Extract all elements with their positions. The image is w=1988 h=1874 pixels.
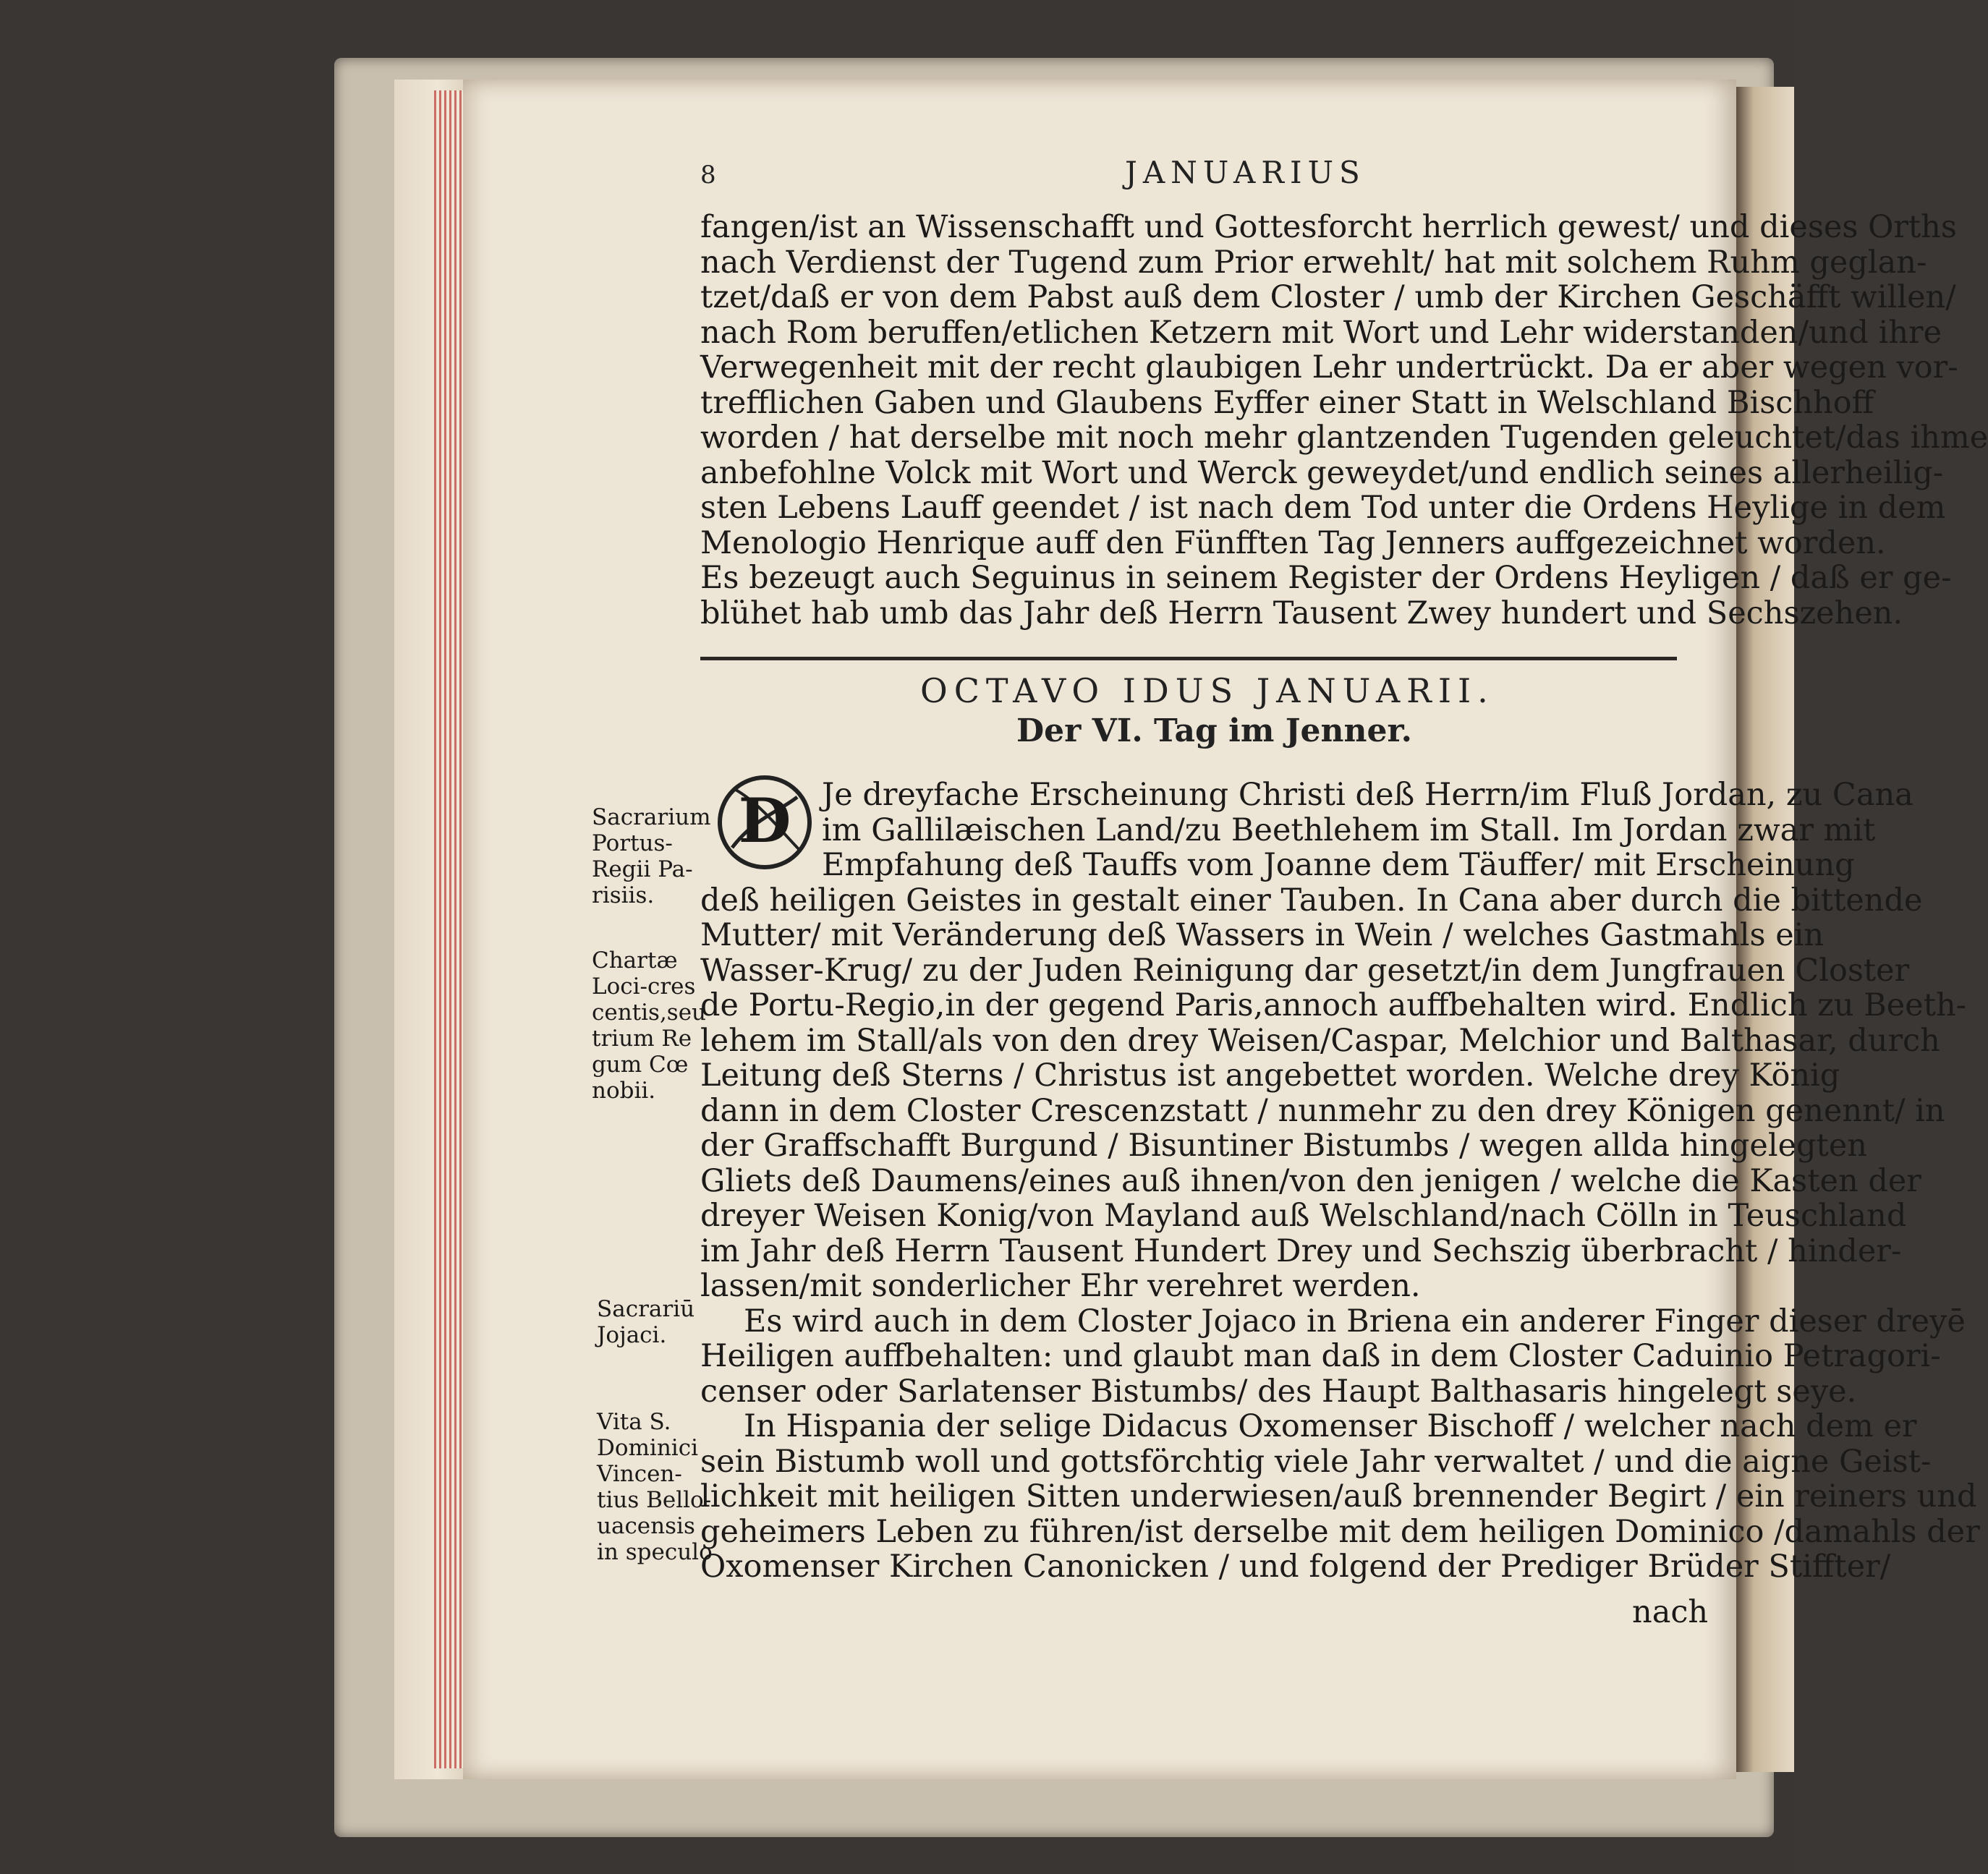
text-line: de Portu-Regio,in der gegend Paris,annoch auffbehalten wird. Endlich zu Beeth-: [700, 987, 1967, 1023]
text-line: nach Rom beruffen/etlichen Ketzern mit Wort und Lehr widerstanden/und ihre: [700, 314, 1942, 351]
section-divider: [700, 657, 1677, 660]
text-line: Oxomenser Kirchen Canonicken / und folgend der Prediger Brüder Stiffter/: [700, 1549, 1891, 1585]
text-line: sein Bistumb woll und gottsförchtig viele Jahr verwaltet / und die aigne Geist-: [700, 1443, 1932, 1480]
text-line: Je dreyfache Erscheinung Christi deß Herrn/im Fluß Jordan, zu Cana: [822, 777, 1913, 813]
margin-note: Sacrariū Jojaci.: [597, 1296, 695, 1348]
margin-note: Chartæ Loci-cres centis,seu trium Re gum Cœ nobii.: [592, 947, 707, 1104]
text-line: dreyer Weisen Konig/von Mayland auß Welschland/nach Cölln in Teuschland: [700, 1198, 1907, 1234]
text-line: dann in dem Closter Crescenzstatt / nunmehr zu den drey Königen genennt/ in: [700, 1092, 1945, 1129]
text-line: im Gallilæischen Land/zu Beethlehem im Stall. Im Jordan zwar mit: [822, 812, 1876, 848]
text-line: censer oder Sarlatenser Bistumbs/ des Haupt Balthasaris hingelegt seye.: [700, 1373, 1857, 1410]
text-line: der Graffschafft Burgund / Bisuntiner Bistumbs / wegen allda hingelegten: [700, 1128, 1867, 1164]
text-line: lassen/mit sonderlicher Ehr verehret werden.: [700, 1268, 1421, 1304]
text-line: Menologio Henrique auff den Fünfften Tag Jenners auffgezeichnet worden.: [700, 524, 1886, 561]
text-line: deß heiligen Geistes in gestalt einer Tauben. In Cana aber durch die bittende: [700, 882, 1923, 919]
text-line: geheimers Leben zu führen/ist derselbe mit dem heiligen Dominico /damahls der: [700, 1513, 1980, 1550]
text-line: lehem im Stall/als von den drey Weisen/Caspar, Melchior und Balthasar, durch: [700, 1022, 1940, 1059]
page-number: 8: [700, 161, 716, 189]
red-page-edges: [434, 90, 467, 1768]
margin-note: Sacrarium Portus- Regii Pa- risiis.: [592, 804, 711, 908]
text-line: im Jahr deß Herrn Tausent Hundert Drey und Sechszig überbracht / hinder-: [700, 1232, 1902, 1269]
text-line: blühet hab umb das Jahr deß Herrn Tausent Zwey hundert und Sechszehen.: [700, 595, 1903, 631]
text-line: sten Lebens Lauff geendet / ist nach dem Tod unter die Ordens Heylige in dem: [700, 490, 1946, 526]
text-line: fangen/ist an Wissenschafft und Gottesforcht herrlich gewest/ und dieses Orths: [700, 209, 1957, 245]
text-line: In Hispania der selige Didacus Oxomenser Bischoff / welcher nach dem er: [744, 1408, 1917, 1444]
text-line: Verwegenheit mit der recht glaubigen Lehr undertrückt. Da er aber wegen vor-: [700, 349, 1958, 386]
second-paragraph: [700, 778, 1980, 1585]
margin-note: Vita S. Dominici Vincen- tius Bello- uacensis in speculo: [597, 1409, 713, 1565]
text-line: lichkeit mit heiligen Sitten underwiesen/auß brennender Begirt / ein reiners und: [700, 1478, 1977, 1515]
text-line: Es wird auch in dem Closter Jojaco in Briena ein anderer Finger dieser dreyē: [744, 1303, 1966, 1340]
top-paragraph: [700, 210, 1988, 631]
text-line: trefflichen Gaben und Glaubens Eyffer einer Statt in Welschland Bischhoff: [700, 384, 1874, 421]
text-line: Leitung deß Sterns / Christus ist angebettet worden. Welche drey König: [700, 1057, 1840, 1094]
text-line: Gliets deß Daumens/eines auß ihnen/von den jenigen / welche die Kasten der: [700, 1162, 1921, 1199]
section-subtitle: Der VI. Tag im Jenner.: [1016, 712, 1412, 749]
text-line: Es bezeugt auch Seguinus in seinem Register der Ordens Heyligen / daß er ge-: [700, 560, 1952, 596]
catchword: nach: [1632, 1594, 1709, 1630]
section-title: OCTAVO IDUS JANUARII.: [920, 671, 1495, 710]
text-line: Empfahung deß Tauffs vom Joanne dem Täuffer/ mit Erscheinung: [822, 847, 1855, 883]
text-line: anbefohlne Volck mit Wort und Werck geweydet/und endlich seines allerheilig-: [700, 454, 1944, 491]
text-line: Mutter/ mit Veränderung deß Wassers in Wein / welches Gastmahls ein: [700, 917, 1825, 953]
text-line: nach Verdienst der Tugend zum Prior erwehlt/ hat mit solchem Ruhm geglan-: [700, 244, 1927, 281]
text-line: Heiligen auffbehalten: und glaubt man daß in dem Closter Caduinio Petragori-: [700, 1338, 1941, 1374]
running-head: JANUARIUS: [1125, 155, 1366, 190]
text-line: tzet/daß er von dem Pabst auß dem Closter / umb der Kirchen Geschäfft willen/: [700, 279, 1956, 315]
text-line: Wasser-Krug/ zu der Juden Reinigung dar gesetzt/in dem Jungfrauen Closter: [700, 952, 1910, 989]
text-line: worden / hat derselbe mit noch mehr glantzenden Tugenden geleuchtet/das ihme: [700, 419, 1988, 456]
drop-cap-letter: D: [738, 785, 791, 856]
